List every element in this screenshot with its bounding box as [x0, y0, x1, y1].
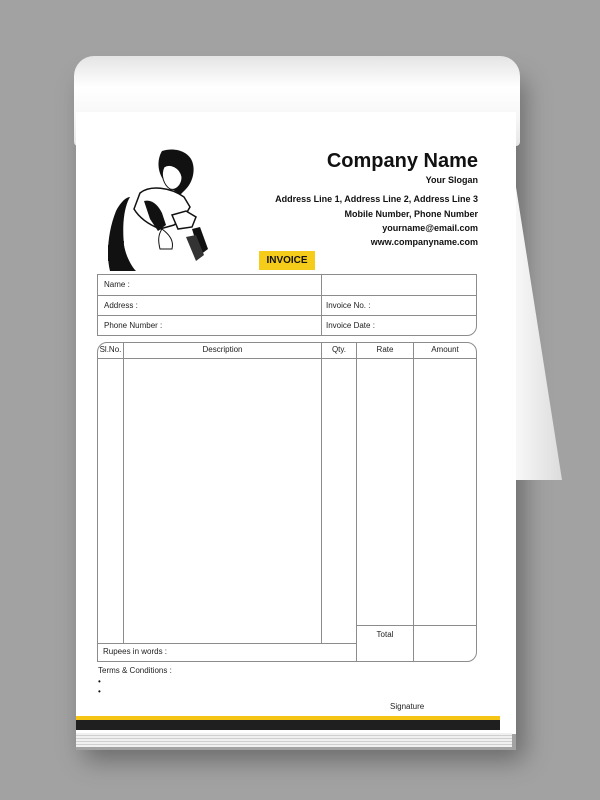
company-email: yourname@email.com — [382, 223, 478, 233]
person-illustration — [100, 145, 220, 273]
col-header-qty: Qty. — [331, 345, 347, 354]
pad-page-edges — [76, 733, 512, 747]
invoice-no-label: Invoice No. : — [326, 301, 371, 310]
terms-bullet: • — [98, 687, 101, 696]
col-divider — [123, 343, 124, 643]
company-name: Company Name — [326, 150, 478, 172]
col-header-rate: Rate — [376, 345, 394, 354]
total-label: Total — [376, 630, 394, 639]
col-divider — [321, 343, 322, 643]
name-field-label: Name : — [104, 280, 130, 289]
invoice-badge: INVOICE — [259, 251, 315, 270]
signature-label: Signature — [390, 702, 425, 711]
info-row-divider — [98, 295, 476, 315]
line-items-table — [97, 342, 477, 662]
company-website: www.companyname.com — [370, 237, 478, 247]
terms-heading: Terms & Conditions : — [98, 666, 172, 675]
col-divider — [356, 343, 357, 661]
company-phone: Mobile Number, Phone Number — [344, 209, 478, 219]
company-address: Address Line 1, Address Line 2, Address Line 3 — [275, 194, 478, 204]
address-field-label: Address : — [104, 301, 138, 310]
col-divider — [413, 343, 414, 661]
col-header-slno: Sl.No. — [99, 345, 122, 354]
header-divider — [98, 358, 476, 359]
words-row-divider — [98, 643, 357, 644]
footer-black-stripe — [76, 720, 500, 730]
invoice-date-label: Invoice Date : — [326, 321, 375, 330]
terms-bullet: • — [98, 677, 101, 686]
total-row-divider — [356, 625, 476, 626]
customer-info-box — [97, 274, 477, 336]
phone-field-label: Phone Number : — [104, 321, 163, 330]
col-header-amount: Amount — [431, 345, 459, 354]
col-header-description: Description — [202, 345, 243, 354]
company-slogan: Your Slogan — [425, 175, 478, 185]
rupees-in-words-label: Rupees in words : — [103, 647, 168, 656]
